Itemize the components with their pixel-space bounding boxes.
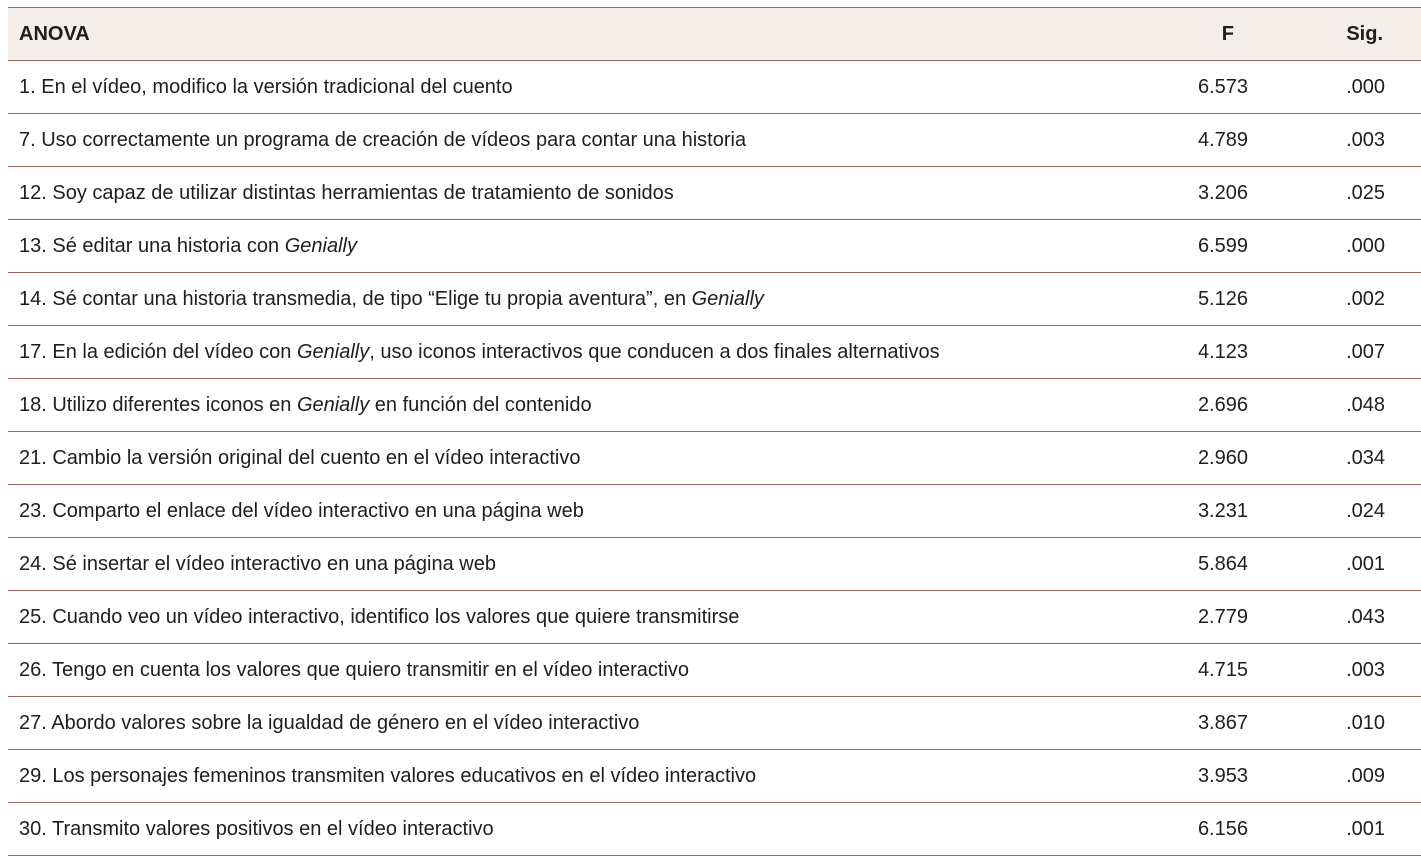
item-cell [8, 273, 1129, 326]
item-text-italic: Genially [284, 234, 357, 257]
table-row [8, 114, 1421, 167]
item-cell [8, 485, 1129, 538]
item-cell [8, 114, 1129, 167]
f-value-cell: 3.231 [1129, 485, 1248, 538]
item-cell [8, 750, 1129, 803]
sig-value-cell: .001 [1248, 538, 1421, 591]
table-row [8, 326, 1421, 379]
item-cell [8, 697, 1129, 750]
f-value-cell: 4.123 [1129, 326, 1248, 379]
header-sig: Sig. [1248, 8, 1421, 61]
f-value-cell: 6.156 [1129, 803, 1248, 856]
item-text: 7. Uso correctamente un programa de creación de vídeos para contar una historia [19, 128, 747, 151]
item-text: 13. Sé editar una historia con [19, 234, 285, 257]
header-anova: ANOVA [8, 8, 1129, 61]
sig-value-cell: .034 [1248, 432, 1421, 485]
item-cell [8, 167, 1129, 220]
table-row [8, 379, 1421, 432]
sig-value-cell: .009 [1248, 750, 1421, 803]
table-row [8, 485, 1421, 538]
sig-value-cell: .025 [1248, 167, 1421, 220]
table-body [8, 61, 1421, 856]
item-cell [8, 538, 1129, 591]
item-text: en función del contenido [369, 393, 592, 416]
item-text: 25. Cuando veo un vídeo interactivo, identifico los valores que quiere transmitirse [19, 605, 740, 628]
sig-value-cell: .001 [1248, 803, 1421, 856]
item-text: 21. Cambio la versión original del cuento en el vídeo interactivo [19, 446, 581, 469]
item-cell [8, 432, 1129, 485]
table-row [8, 644, 1421, 697]
f-value-cell: 3.953 [1129, 750, 1248, 803]
table-row [8, 61, 1421, 114]
item-text: 17. En la edición del vídeo con [19, 340, 297, 363]
f-value-cell: 5.126 [1129, 273, 1248, 326]
item-text: , uso iconos interactivos que conducen a dos finales alternativos [369, 340, 940, 363]
sig-value-cell: .007 [1248, 326, 1421, 379]
item-text: 24. Sé insertar el vídeo interactivo en una página web [19, 552, 496, 575]
item-cell [8, 326, 1129, 379]
table-row [8, 591, 1421, 644]
item-cell [8, 591, 1129, 644]
item-cell [8, 220, 1129, 273]
f-value-cell: 2.696 [1129, 379, 1248, 432]
f-value-cell: 4.715 [1129, 644, 1248, 697]
item-cell [8, 803, 1129, 856]
f-value-cell: 3.867 [1129, 697, 1248, 750]
f-value-cell: 2.779 [1129, 591, 1248, 644]
item-cell [8, 644, 1129, 697]
table-row [8, 167, 1421, 220]
table-row [8, 273, 1421, 326]
table-row [8, 803, 1421, 856]
table-row [8, 432, 1421, 485]
f-value-cell: 6.573 [1129, 61, 1248, 114]
table-row [8, 538, 1421, 591]
sig-value-cell: .000 [1248, 61, 1421, 114]
item-text: 29. Los personajes femeninos transmiten valores educativos en el vídeo interactivo [19, 764, 757, 787]
anova-table-container [8, 7, 1385, 856]
sig-value-cell: .002 [1248, 273, 1421, 326]
header-f: F [1129, 8, 1248, 61]
header-row [8, 8, 1421, 61]
sig-value-cell: .043 [1248, 591, 1421, 644]
sig-value-cell: .000 [1248, 220, 1421, 273]
item-text: 12. Soy capaz de utilizar distintas herramientas de tratamiento de sonidos [19, 181, 674, 204]
table-row [8, 750, 1421, 803]
item-text: 14. Sé contar una historia transmedia, de tipo “Elige tu propia aventura”, en [19, 287, 692, 310]
item-cell [8, 61, 1129, 114]
sig-value-cell: .003 [1248, 114, 1421, 167]
item-cell [8, 379, 1129, 432]
item-text: 27. Abordo valores sobre la igualdad de género en el vídeo interactivo [19, 711, 640, 734]
item-text: 1. En el vídeo, modifico la versión tradicional del cuento [19, 75, 513, 98]
item-text: 30. Transmito valores positivos en el vídeo interactivo [19, 817, 494, 840]
f-value-cell: 2.960 [1129, 432, 1248, 485]
item-text-italic: Genially [296, 340, 370, 363]
sig-value-cell: .048 [1248, 379, 1421, 432]
item-text: 23. Comparto el enlace del vídeo interactivo en una página web [19, 499, 584, 522]
sig-value-cell: .024 [1248, 485, 1421, 538]
table-header [8, 8, 1421, 61]
sig-value-cell: .003 [1248, 644, 1421, 697]
item-text-italic: Genially [691, 287, 764, 310]
table-row [8, 220, 1421, 273]
f-value-cell: 6.599 [1129, 220, 1248, 273]
item-text: 18. Utilizo diferentes iconos en [19, 393, 297, 416]
anova-table [8, 7, 1421, 856]
f-value-cell: 3.206 [1129, 167, 1248, 220]
f-value-cell: 4.789 [1129, 114, 1248, 167]
table-row [8, 697, 1421, 750]
sig-value-cell: .010 [1248, 697, 1421, 750]
item-text: 26. Tengo en cuenta los valores que quiero transmitir en el vídeo interactivo [19, 658, 690, 681]
f-value-cell: 5.864 [1129, 538, 1248, 591]
item-text-italic: Genially [296, 393, 370, 416]
